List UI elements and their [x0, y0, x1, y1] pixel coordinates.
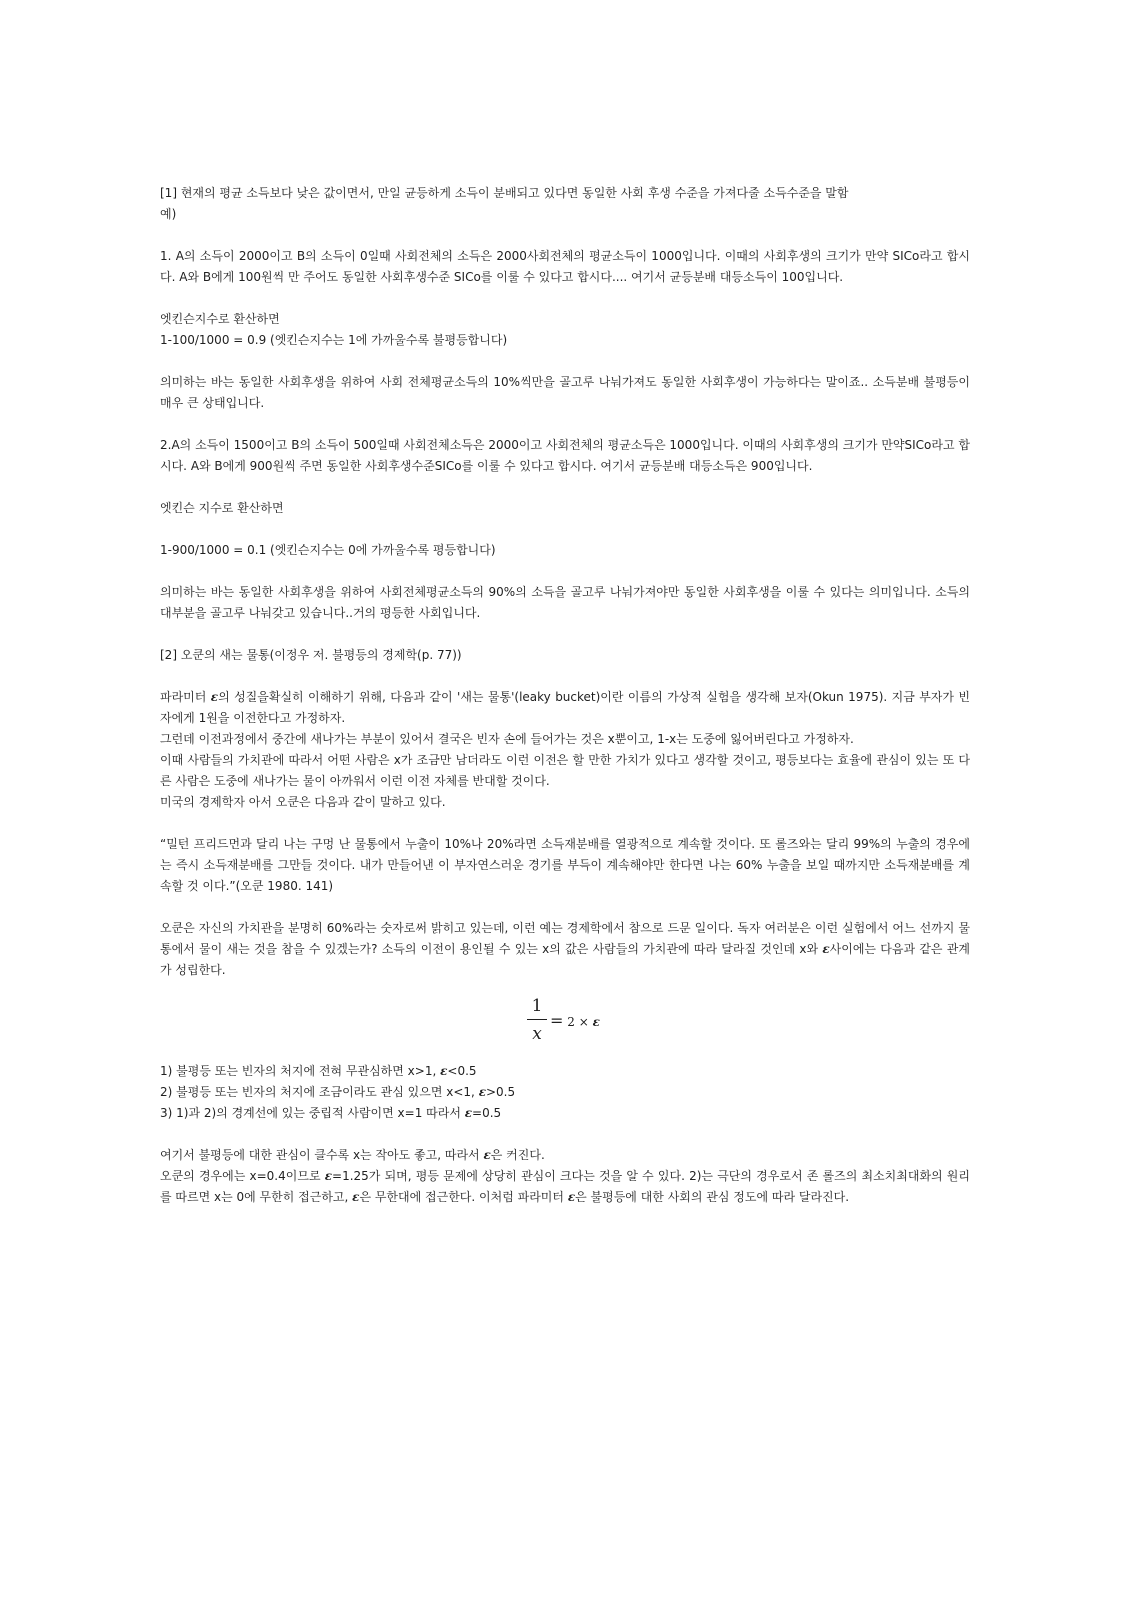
text-span: 2) 불평등 또는 빈자의 처지에 조금이라도 관심 있으면 x<1,: [160, 1085, 479, 1099]
text-span: 오쿤은 자신의 가치관을 분명히 60%라는 숫자로써 밝히고 있는데, 이런 예는 경제학에서 참으로 드문 일이다. 독자 여러분은 이런 실험에서 어느 선까지 물통에서 물이 새는 것을 참을 수 있겠는가? 소득의 이전이 용인될 수 있는 x의 값은 사람들의 가치관에 따라 달라질 것인데 x와: [160, 921, 970, 956]
text-span: <0.5: [447, 1064, 477, 1078]
fraction-numerator: 1: [531, 996, 543, 1016]
text-span: 여기서 불평등에 대한 관심이 클수록 x는 작아도 좋고, 따라서: [160, 1148, 484, 1162]
text-span: 의 성질을확실히 이해하기 위해, 다음과 같이 '새는 물통'(leaky bucket)이란 이름의 가상적 실험을 생각해 보자(Okun 1975). 지금 부자가 빈자에게 1원을 이전한다고 가정하자.: [160, 690, 970, 725]
text-span: 오쿤의 경우에는 x=0.4이므로: [160, 1169, 325, 1183]
times-sign: ×: [578, 1015, 589, 1029]
document-body: [160, 183, 970, 1208]
atkinson-conversion-label-2: 엣킨슨 지수로 환산하면: [160, 501, 284, 515]
text-span: 은 불평등에 대한 사회의 관심 정도에 따라 달라진다.: [575, 1190, 850, 1204]
case-1: [160, 1061, 970, 1082]
case-2: [160, 1082, 970, 1103]
atkinson-formula-1: 1-100/1000 = 0.9 (엣킨슨지수는 1에 가까울수록 불평등합니다): [160, 333, 508, 347]
epsilon-symbol: ε: [352, 1190, 360, 1204]
example-label: 예): [160, 207, 177, 221]
epsilon-symbol: ε: [483, 1148, 491, 1162]
meaning-paragraph-1: 의미하는 바는 동일한 사회후생을 위하여 사회 전체평균소득의 10%씩만을 골고루 나눠가져도 동일한 사회후생이 가능하다는 말이죠.. 소득분배 불평등이 매우 큰 상태입니다.: [160, 375, 970, 410]
epsilon-symbol: ε: [592, 1015, 600, 1029]
leaky-bucket-intro: [160, 687, 970, 729]
conclusion-2: [160, 1166, 970, 1208]
leaky-bucket-assumption: 그런데 이전과정에서 중간에 새나가는 부분이 있어서 결국은 빈자 손에 들어가는 것은 x뿐이고, 1-x는 도중에 잃어버린다고 가정하자.: [160, 732, 854, 746]
okun-commentary: [160, 918, 970, 981]
text-span: 3) 1)과 2)의 경계선에 있는 중립적 사람이면 x=1 따라서: [160, 1106, 465, 1120]
text-span: 은 커진다.: [490, 1148, 545, 1162]
okun-quote: “밀턴 프리드먼과 달리 나는 구멍 난 물통에서 누출이 10%나 20%라면 소득재분배를 열광적으로 계속할 것이다. 또 롤즈와는 달리 99%의 누출의 경우에는 즉시 소득재분배를 그만들 것이다. 내가 만들어낸 이 부자연스러운 경기를 부득이 계속해야만 한다면 나는 60% 누출을 보일 때까지만 소득재분배를 계속할 것 이다.”(오쿤 1980. 141): [160, 837, 970, 893]
text-span: 1) 불평등 또는 빈자의 처지에 전혀 무관심하면 x>1,: [160, 1064, 441, 1078]
section-2-heading: [2] 오쿤의 새는 물통(이정우 저. 불평등의 경제학(p. 77)): [160, 648, 462, 662]
atkinson-formula-2: 1-900/1000 = 0.1 (엣킨슨지수는 0에 가까울수록 평등합니다): [160, 543, 496, 557]
okun-intro: 미국의 경제학자 아서 오쿤은 다음과 같이 말하고 있다.: [160, 795, 446, 809]
text-span: >0.5: [485, 1085, 516, 1099]
epsilon-symbol: ε: [464, 1106, 473, 1120]
value-judgement-paragraph: 이때 사람들의 가치관에 따라서 어떤 사람은 x가 조금만 남더라도 이런 이전은 할 만한 가치가 있다고 생각할 것이고, 평등보다는 효율에 관심이 있는 또 다른 사람은 도중에 새나가는 물이 아까워서 이런 이전 자체를 반대할 것이다.: [160, 753, 970, 788]
example-1-paragraph: 1. A의 소득이 2000이고 B의 소득이 0일때 사회전체의 소득은 2000사회전체의 평균소득이 1000입니다. 이때의 사회후생의 크기가 만약 SICo라고 합시다. A와 B에게 100원씩 만 주어도 동일한 사회후생수준 SICo를 이룰 수 있다고 합시다.... 여기서 균등분배 대등소득이 100입니다.: [160, 249, 970, 284]
fraction-bar: [527, 1019, 547, 1020]
fraction-denominator: x: [532, 1024, 542, 1044]
example-2-paragraph: 2.A의 소득이 1500이고 B의 소득이 500일때 사회전체소득은 2000이고 사회전체의 평균소득은 1000입니다. 이때의 사회후생의 크기가 만약SICo라고 합시다. A와 B에게 900원씩 주면 동일한 사회후생수준SICo를 이룰 수 있다고 합시다. 여기서 균등분배 대등소득은 900입니다.: [160, 438, 970, 473]
epsilon-symbol: ε: [440, 1064, 448, 1078]
case-3: [160, 1103, 970, 1124]
text-span: 사이에는 다음과 같은 관계가 성립한다.: [160, 942, 970, 977]
text-span: 파라미터: [160, 690, 211, 704]
text-span: =1.25가 되며, 평등 문제에 상당히 관심이 크다는 것을 알 수 있다. 2)는 극단의 경우로서 존 롤즈의 최소치최대화의 원리를 따르면 x는 0에 무한히 접근하고,: [160, 1169, 970, 1204]
epsilon-symbol: ε: [567, 1190, 576, 1204]
equals-sign: =: [550, 1011, 564, 1030]
formula-right-side: [550, 1010, 600, 1033]
section-1-heading: [1] 현재의 평균 소득보다 낮은 값이면서, 만일 균등하게 소득이 분배되고 있다면 동일한 사회 후생 수준을 가져다줄 소득수준을 말함: [160, 186, 849, 200]
text-span: 은 무한대에 접근한다. 이처럼 파라미터: [359, 1190, 568, 1204]
formula-two: 2: [567, 1015, 575, 1029]
epsilon-symbol: ε: [324, 1169, 333, 1183]
epsilon-symbol: ε: [822, 942, 830, 956]
conclusion-1: [160, 1145, 970, 1166]
relation-formula: [160, 995, 970, 1057]
atkinson-conversion-label: 엣킨슨지수로 환산하면: [160, 312, 280, 326]
epsilon-symbol: ε: [210, 690, 219, 704]
fraction-one-over-x: [527, 995, 547, 1045]
text-span: =0.5: [472, 1106, 502, 1120]
epsilon-symbol: ε: [478, 1085, 486, 1099]
meaning-paragraph-2: 의미하는 바는 동일한 사회후생을 위하여 사회전체평균소득의 90%의 소득을 골고루 나눠가져야만 동일한 사회후생을 이룰 수 있다는 의미입니다. 소득의 대부분을 골고루 나눠갖고 있습니다..거의 평등한 사회입니다.: [160, 585, 970, 620]
